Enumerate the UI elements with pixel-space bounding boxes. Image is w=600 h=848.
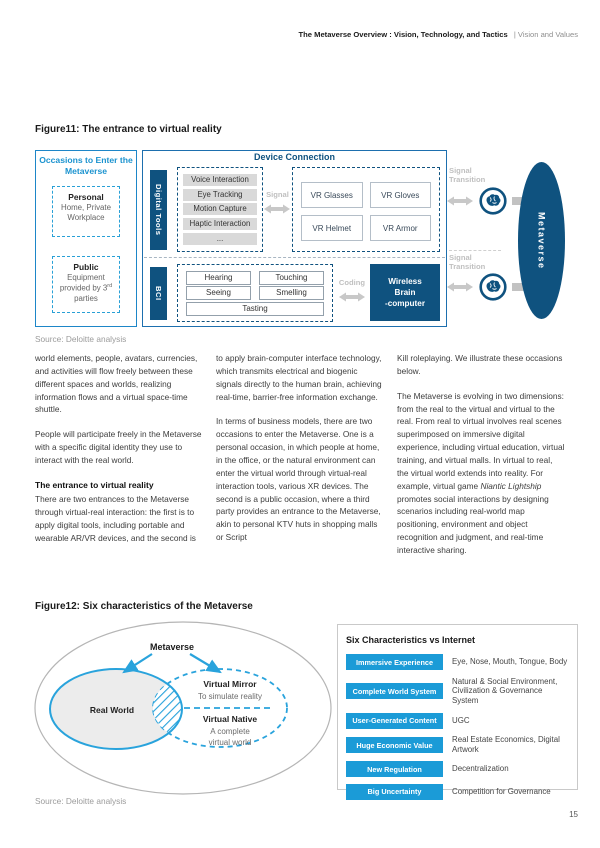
- double-arrow-icon: [339, 291, 365, 303]
- characteristics-table: [337, 624, 578, 797]
- personal-desc: Home, Private Workplace: [61, 203, 111, 223]
- device-connection-title: Device Connection: [253, 152, 336, 162]
- characteristic-badge: Big Uncertainty: [346, 784, 443, 800]
- sense-item: Smelling: [259, 286, 324, 300]
- brain-icon: [478, 272, 508, 302]
- characteristic-badge: New Regulation: [346, 761, 443, 777]
- divider-extension: [449, 250, 501, 251]
- double-arrow-icon: [264, 203, 290, 215]
- digital-tools-list: [177, 167, 263, 252]
- paragraph: to apply brain-computer interface technology, which transmits electrical and biogenic signals directly to the human brain, achieving real-time, barrier-free information exchange.: [216, 353, 382, 402]
- vr-devices-box: [292, 167, 440, 252]
- virtual-native-desc-line2: virtual world: [208, 738, 252, 747]
- vr-device: VR Helmet: [301, 215, 363, 241]
- signal-transition-bottom-label: Signal Transition: [449, 253, 486, 272]
- public-occasion-box: [52, 256, 120, 313]
- tool-item: ...: [183, 233, 257, 245]
- paragraph: world elements, people, avatars, currencies, and activities will flow freely between these different spaces and worlds, realizing information flows and a virtual space-time shuttle.: [35, 353, 198, 415]
- figure11-title: Figure11: The entrance to virtual reality: [35, 124, 222, 135]
- characteristic-badge: Huge Economic Value: [346, 737, 443, 753]
- double-arrow-icon: [447, 281, 473, 293]
- table-title: Six Characteristics vs Internet: [346, 635, 476, 645]
- characteristic-badge: User-Generated Content: [346, 713, 443, 729]
- virtual-mirror-label: Virtual Mirror: [203, 679, 257, 689]
- characteristic-desc: Competition for Governance: [452, 786, 551, 796]
- signal-transition-top-label: Signal Transition: [449, 166, 486, 185]
- paragraph: The Metaverse is evolving in two dimensions: from the real to the virtual and virtual to the real. From real to virtual involves real scenes superimposed on immersive digital experience, including virtual education, virtual training, and virtual malls. In virtual to real, the virtual world extends into reality. For example, virtual game Niantic Lightship promotes social interactions by designing scenarios including real-world map positioning, environment and object recognition and judgment, and real-time interactive sharing.: [397, 390, 565, 556]
- figure11-source: Source: Deloitte analysis: [35, 334, 127, 344]
- characteristic-desc: Eye, Nose, Mouth, Tongue, Body: [452, 657, 568, 667]
- page-number: 15: [569, 810, 578, 819]
- signal-label: Signal: [266, 190, 289, 199]
- body-column-2: [216, 352, 384, 556]
- tool-item: Eye Tracking: [183, 189, 257, 201]
- paragraph: In terms of business models, there are two occasions to enter the Metaverse. One is a personal occasion, in which people at home, in the office, or the natural environment can enter the virtual world through virtual-real interaction tools, various XR devices. The second is a public occasion, where a third party provides an entrance to the Metaverse, akin to personal KTV huts in shopping malls or Script: [216, 416, 381, 543]
- public-title: Public: [73, 262, 99, 272]
- characteristic-desc: Natural & Social Environment, Civilization & Governance System: [452, 676, 558, 706]
- header-section: | Vision and Values: [513, 30, 578, 39]
- coding-label: Coding: [338, 278, 366, 287]
- header-title: The Metaverse Overview : Vision, Technology, and Tactics: [298, 30, 508, 39]
- tool-item: Haptic Interaction: [183, 218, 257, 230]
- personal-title: Personal: [68, 192, 104, 202]
- venn-metaverse-label: Metaverse: [149, 642, 195, 652]
- virtual-native-desc-line1: A complete: [210, 727, 250, 736]
- sense-item: Touching: [259, 271, 324, 285]
- tool-item: Motion Capture: [183, 203, 257, 215]
- page-header: [299, 30, 578, 39]
- table-row: [346, 713, 569, 729]
- sense-item: Seeing: [186, 286, 251, 300]
- characteristic-badge: Immersive Experience: [346, 654, 443, 670]
- characteristic-desc: Real Estate Economics, Digital Artwork: [452, 735, 560, 754]
- game-name-italic: Niantic Lightship: [480, 480, 542, 491]
- characteristic-desc: UGC: [452, 715, 470, 725]
- tool-item: Voice Interaction: [183, 174, 257, 186]
- body-column-3: [397, 352, 565, 569]
- sense-item: Tasting: [186, 302, 324, 316]
- table-row: [346, 735, 569, 755]
- paragraph: Kill roleplaying. We illustrate these occasions below.: [397, 353, 563, 376]
- metaverse-label: Metaverse: [536, 211, 547, 270]
- senses-box: [177, 264, 333, 322]
- characteristic-desc: Decentralization: [452, 764, 509, 774]
- table-row: [346, 761, 569, 777]
- real-world-label: Real World: [89, 705, 135, 715]
- characteristic-badge: Complete World System: [346, 683, 443, 699]
- virtual-mirror-desc: To simulate reality: [197, 692, 263, 701]
- digital-tools-bar: Digital Tools: [150, 170, 167, 250]
- occasions-title: Occasions to Enter the Metaverse: [39, 155, 133, 176]
- brain-icon: [478, 186, 508, 216]
- double-arrow-icon: [447, 195, 473, 207]
- sense-item: Hearing: [186, 271, 251, 285]
- figure12-title: Figure12: Six characteristics of the Metaverse: [35, 601, 253, 612]
- metaverse-ellipse: [518, 162, 565, 319]
- wireless-brain-computer-box: Wireless Brain -computer: [370, 264, 440, 321]
- body-heading: The entrance to virtual reality: [35, 479, 154, 490]
- public-desc: Equipment provided by 3rd parties: [59, 273, 113, 304]
- table-row: [346, 784, 569, 800]
- paragraph: There are two entrances to the Metaverse through virtual-real interaction: the first is to apply digital tools, including portable and wearable AR/VR devices, and the second is: [35, 494, 196, 543]
- table-row: [346, 654, 569, 670]
- bci-bar: BCI: [150, 267, 167, 320]
- body-column-1: [35, 352, 203, 556]
- paragraph: People will participate freely in the Metaverse with a specific digital identity they use to interact with the real world.: [35, 429, 202, 466]
- vr-device: VR Glasses: [301, 182, 363, 208]
- virtual-native-label: Virtual Native: [202, 714, 258, 724]
- venn-diagram: [32, 620, 332, 797]
- vr-device: VR Armor: [370, 215, 432, 241]
- section-divider: [144, 257, 445, 258]
- table-row: [346, 677, 569, 707]
- personal-occasion-box: [52, 186, 120, 237]
- vr-device: VR Gloves: [370, 182, 432, 208]
- figure12-source: Source: Deloitte analysis: [35, 796, 127, 806]
